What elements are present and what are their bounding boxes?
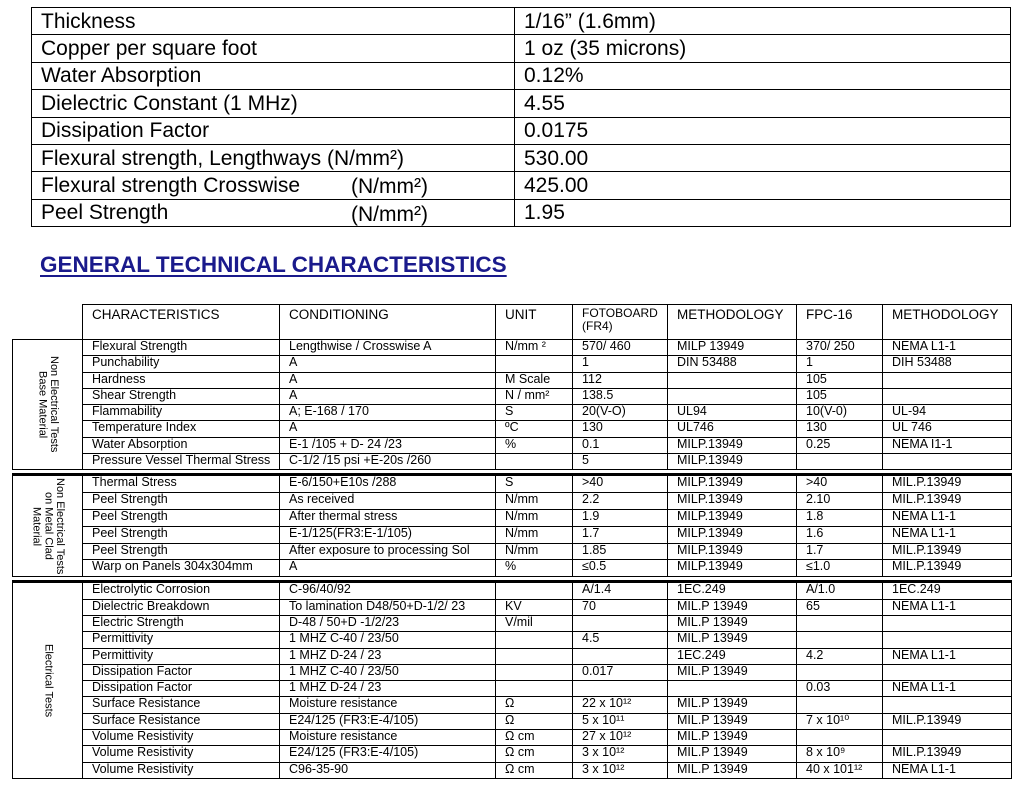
property-name [32,35,515,62]
methodology-1 [668,388,797,404]
methodology-2: NEMA L1-1 [883,681,1012,697]
unit: Ω cm [496,746,573,762]
unit: S [496,475,573,493]
methodology-2 [883,730,1012,746]
group-label: Non Electrical Tests on Metal Clad Material [30,478,66,575]
property-name [32,62,515,89]
conditioning: A [280,560,496,577]
fpc16-value [797,697,883,713]
conditioning: A [280,388,496,404]
fotoboard-value: 3 x 10¹² [573,746,668,762]
methodology-2 [883,632,1012,648]
characteristics-table-body [13,340,1012,779]
methodology-1 [668,372,797,388]
unit [496,648,573,664]
table-row [13,697,1012,713]
conditioning: C-1/2 /15 psi +E-20s /260 [280,454,496,470]
table-row [13,510,1012,527]
methodology-2: NEMA I1-1 [883,437,1012,453]
characteristic: Surface Resistance [83,713,280,729]
property-value: 425.00 [515,172,1011,199]
fotoboard-value: 5 x 10¹¹ [573,713,668,729]
header-fpc16: FPC-16 [797,305,883,340]
property-value: 4.55 [515,90,1011,117]
fotoboard-value: 1.7 [573,526,668,543]
conditioning: E-6/150+E10s /288 [280,475,496,493]
methodology-2 [883,372,1012,388]
fotoboard-value: 5 [573,454,668,470]
fpc16-value: 105 [797,388,883,404]
properties-table [31,7,1011,227]
unit: % [496,560,573,577]
property-name-text: Dielectric Constant (1 MHz) [41,91,298,115]
header-row [13,305,1012,340]
methodology-1 [668,681,797,697]
fpc16-value: 40 x 101¹² [797,762,883,778]
property-row [32,144,1011,171]
characteristic: Surface Resistance [83,697,280,713]
table-row [13,632,1012,648]
group-label: Electrical Tests [42,644,55,718]
table-row [13,648,1012,664]
conditioning: After exposure to processing Sol [280,543,496,560]
property-row [32,90,1011,117]
group-label-cell [13,475,83,577]
methodology-1: UL746 [668,421,797,437]
table-row [13,356,1012,372]
conditioning: As received [280,493,496,510]
fpc16-value: 8 x 10⁹ [797,746,883,762]
fpc16-value: 1.6 [797,526,883,543]
fotoboard-value: ≤0.5 [573,560,668,577]
conditioning: A [280,372,496,388]
property-value: 0.12% [515,62,1011,89]
table-row [13,493,1012,510]
conditioning: E-1/125(FR3:E-1/105) [280,526,496,543]
table-row [13,615,1012,631]
methodology-2: UL-94 [883,405,1012,421]
fpc16-value [797,615,883,631]
group-label-cell [13,340,83,470]
methodology-2 [883,697,1012,713]
fotoboard-value: 22 x 10¹² [573,697,668,713]
header-characteristics: CHARACTERISTICS [83,305,280,340]
methodology-1: MILP.13949 [668,560,797,577]
table-row [13,388,1012,404]
unit [496,681,573,697]
fotoboard-value: 570/ 460 [573,340,668,356]
fpc16-value: 130 [797,421,883,437]
header-blank [13,305,83,340]
property-row [32,199,1011,226]
methodology-1: MILP.13949 [668,454,797,470]
table-row [13,730,1012,746]
fotoboard-value: 20(V-O) [573,405,668,421]
table-row [13,664,1012,680]
characteristic: Warp on Panels 304x304mm [83,560,280,577]
unit: N/mm [496,493,573,510]
methodology-1: MILP.13949 [668,493,797,510]
fpc16-value: A/1.0 [797,582,883,599]
group-label: Non Electrical Tests Base Material [36,356,61,453]
fpc16-value [797,664,883,680]
unit: Ω [496,697,573,713]
fpc16-value: 370/ 250 [797,340,883,356]
conditioning: E24/125 (FR3:E-4/105) [280,713,496,729]
methodology-1: 1EC.249 [668,582,797,599]
methodology-1: MIL.P 13949 [668,730,797,746]
fotoboard-value [573,615,668,631]
fpc16-value: 10(V-0) [797,405,883,421]
unit [496,632,573,648]
property-name-text: Flexural strength, Lengthways (N/mm²) [41,146,404,170]
fpc16-value: 2.10 [797,493,883,510]
fpc16-value [797,632,883,648]
fpc16-value: 0.25 [797,437,883,453]
methodology-2: DIH 53488 [883,356,1012,372]
unit: V/mil [496,615,573,631]
characteristic: Peel Strength [83,493,280,510]
fotoboard-value: 3 x 10¹² [573,762,668,778]
methodology-1: MIL.P 13949 [668,664,797,680]
table-row [13,405,1012,421]
methodology-2 [883,664,1012,680]
property-value: 1.95 [515,199,1011,226]
characteristic: Dissipation Factor [83,664,280,680]
unit: Ω cm [496,762,573,778]
fotoboard-value: 1.85 [573,543,668,560]
methodology-2: 1EC.249 [883,582,1012,599]
methodology-2: MIL.P.13949 [883,713,1012,729]
unit [496,454,573,470]
unit: KV [496,599,573,615]
characteristic: Electric Strength [83,615,280,631]
conditioning: Lengthwise / Crosswise A [280,340,496,356]
property-value: 0.0175 [515,117,1011,144]
table-row [13,746,1012,762]
characteristic: Water Absorption [83,437,280,453]
methodology-2: NEMA L1-1 [883,599,1012,615]
conditioning: 1 MHZ D-24 / 23 [280,648,496,664]
methodology-2: MIL.P.13949 [883,493,1012,510]
characteristic: Flexural Strength [83,340,280,356]
table-row [13,437,1012,453]
methodology-1: MILP.13949 [668,475,797,493]
methodology-2: MIL.P.13949 [883,746,1012,762]
header-conditioning: CONDITIONING [280,305,496,340]
conditioning: A [280,421,496,437]
unit [496,356,573,372]
methodology-2: UL 746 [883,421,1012,437]
property-name-text: Flexural strength Crosswise [41,174,301,198]
methodology-2: NEMA L1-1 [883,526,1012,543]
characteristic: Pressure Vessel Thermal Stress [83,454,280,470]
fotoboard-value: 112 [573,372,668,388]
fpc16-value: 65 [797,599,883,615]
fotoboard-value: 2.2 [573,493,668,510]
unit: Ω cm [496,730,573,746]
characteristic: Flammability [83,405,280,421]
characteristic: Punchability [83,356,280,372]
characteristic: Electrolytic Corrosion [83,582,280,599]
methodology-1: MIL.P 13949 [668,697,797,713]
methodology-2 [883,388,1012,404]
property-name [32,90,515,117]
fotoboard-value: 0.1 [573,437,668,453]
conditioning: E-1 /105 + D- 24 /23 [280,437,496,453]
characteristic: Temperature Index [83,421,280,437]
property-row [32,8,1011,35]
fpc16-value [797,454,883,470]
conditioning: A; E-168 / 170 [280,405,496,421]
characteristic: Volume Resistivity [83,762,280,778]
conditioning: D-48 / 50+D -1/2/23 [280,615,496,631]
table-row [13,582,1012,599]
characteristic: Permittivity [83,648,280,664]
methodology-2 [883,615,1012,631]
property-name [32,199,515,226]
property-row [32,35,1011,62]
fotoboard-value: >40 [573,475,668,493]
methodology-2: MIL.P.13949 [883,543,1012,560]
unit: N/mm [496,543,573,560]
fpc16-value: 1 [797,356,883,372]
property-name [32,144,515,171]
fotoboard-value: 138.5 [573,388,668,404]
methodology-1: UL94 [668,405,797,421]
table-row [13,372,1012,388]
methodology-2: NEMA L1-1 [883,340,1012,356]
methodology-2: NEMA L1-1 [883,510,1012,527]
conditioning: 1 MHZ C-40 / 23/50 [280,632,496,648]
unit: ºC [496,421,573,437]
characteristic: Thermal Stress [83,475,280,493]
characteristic: Permittivity [83,632,280,648]
conditioning: E24/125 (FR3:E-4/105) [280,746,496,762]
unit: N/mm [496,526,573,543]
fotoboard-value: A/1.4 [573,582,668,599]
unit: M Scale [496,372,573,388]
property-unit: (N/mm²) [351,175,428,199]
fotoboard-value: 130 [573,421,668,437]
unit: N/mm [496,510,573,527]
properties-table-body [32,8,1011,227]
property-row [32,172,1011,199]
header-unit: UNIT [496,305,573,340]
table-row [13,713,1012,729]
header-fotoboard: FOTOBOARD (FR4) [573,305,668,340]
conditioning: To lamination D48/50+D-1/2/ 23 [280,599,496,615]
methodology-2: NEMA L1-1 [883,762,1012,778]
property-value: 1/16” (1.6mm) [515,8,1011,35]
fotoboard-value: 1 [573,356,668,372]
property-name [32,172,515,199]
fotoboard-value [573,648,668,664]
fpc16-value: 1.7 [797,543,883,560]
table-row [13,454,1012,470]
property-value: 1 oz (35 microns) [515,35,1011,62]
header-methodology-1: METHODOLOGY [668,305,797,340]
conditioning: C-96/40/92 [280,582,496,599]
table-row [13,762,1012,778]
fpc16-value: >40 [797,475,883,493]
methodology-1: MILP.13949 [668,543,797,560]
fpc16-value [797,730,883,746]
fotoboard-value [573,681,668,697]
characteristics-table [12,304,1012,779]
conditioning: 1 MHZ D-24 / 23 [280,681,496,697]
conditioning: 1 MHZ C-40 / 23/50 [280,664,496,680]
property-name-text: Water Absorption [41,64,202,88]
property-name-text: Dissipation Factor [41,119,210,143]
fpc16-value: 0.03 [797,681,883,697]
table-row [13,475,1012,493]
fpc16-value: 1.8 [797,510,883,527]
methodology-1: MILP.13949 [668,526,797,543]
fpc16-value: ≤1.0 [797,560,883,577]
section-heading: GENERAL TECHNICAL CHARACTERISTICS [40,252,507,277]
table-row [13,421,1012,437]
property-name-text: Thickness [41,9,136,33]
fotoboard-value: 27 x 10¹² [573,730,668,746]
conditioning: After thermal stress [280,510,496,527]
property-unit: (N/mm²) [351,202,428,226]
unit: N / mm² [496,388,573,404]
property-row [32,117,1011,144]
methodology-2: NEMA L1-1 [883,648,1012,664]
property-row [32,62,1011,89]
conditioning: Moisture resistance [280,697,496,713]
fpc16-value: 4.2 [797,648,883,664]
fotoboard-value: 4.5 [573,632,668,648]
fotoboard-value: 70 [573,599,668,615]
conditioning: Moisture resistance [280,730,496,746]
methodology-1: MIL.P 13949 [668,632,797,648]
unit: S [496,405,573,421]
characteristic: Shear Strength [83,388,280,404]
property-name-text: Peel Strength [41,201,169,225]
methodology-1: 1EC.249 [668,648,797,664]
unit: % [496,437,573,453]
methodology-1: MIL.P 13949 [668,599,797,615]
fpc16-value: 105 [797,372,883,388]
methodology-2 [883,454,1012,470]
unit: N/mm ² [496,340,573,356]
property-name-text: Copper per square foot [41,37,257,61]
characteristic: Peel Strength [83,510,280,527]
property-value: 530.00 [515,144,1011,171]
table-row [13,340,1012,356]
group-label-cell [13,582,83,779]
table-row [13,543,1012,560]
characteristic: Dielectric Breakdown [83,599,280,615]
conditioning: C96-35-90 [280,762,496,778]
property-name [32,117,515,144]
methodology-1: DIN 53488 [668,356,797,372]
methodology-1: MILP 13949 [668,340,797,356]
fotoboard-value: 0.017 [573,664,668,680]
unit: Ω [496,713,573,729]
characteristic: Volume Resistivity [83,730,280,746]
fotoboard-value: 1.9 [573,510,668,527]
characteristic: Hardness [83,372,280,388]
header-methodology-2: METHODOLOGY [883,305,1012,340]
unit [496,582,573,599]
methodology-1: MIL.P 13949 [668,746,797,762]
table-row [13,560,1012,577]
methodology-1: MIL.P 13949 [668,713,797,729]
methodology-1: MILP.13949 [668,437,797,453]
methodology-1: MIL.P 13949 [668,762,797,778]
table-row [13,599,1012,615]
methodology-2: MIL.P.13949 [883,560,1012,577]
table-row [13,526,1012,543]
unit [496,664,573,680]
methodology-1: MIL.P 13949 [668,615,797,631]
conditioning: A [280,356,496,372]
characteristic: Peel Strength [83,526,280,543]
fpc16-value: 7 x 10¹⁰ [797,713,883,729]
property-name [32,8,515,35]
methodology-1: MILP.13949 [668,510,797,527]
table-row [13,681,1012,697]
characteristic: Peel Strength [83,543,280,560]
methodology-2: MIL.P.13949 [883,475,1012,493]
characteristic: Dissipation Factor [83,681,280,697]
characteristic: Volume Resistivity [83,746,280,762]
